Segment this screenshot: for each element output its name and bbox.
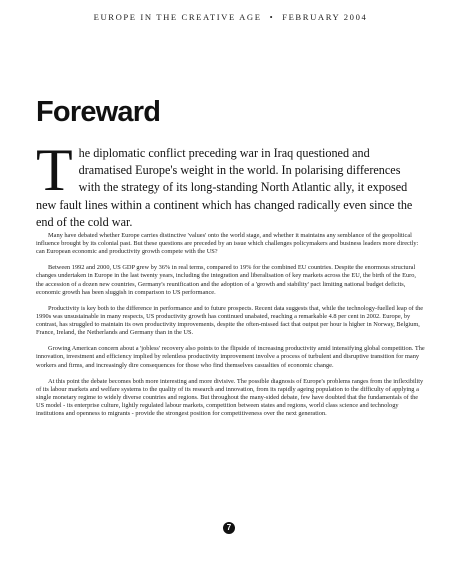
- drop-cap: T: [36, 137, 73, 203]
- lead-paragraph: [36, 137, 425, 231]
- page-title: Foreward: [36, 96, 161, 128]
- body-paragraph: At this point the debate becomes both more interesting and more divisive. The possible diagnosis of Europe's problems ranges from the inflexibility of its labour markets and welfare systems to the quality of its research and innovation, from its rapidly ageing population to the difficulty of applying a single monetary regime to widely diverse countries and regions. But throughout the many-sided debate, few have doubted that the fundamentals of the US model - its enterprise culture, lightly regulated labour markets, competition between states and regions, world class science and technology institutions and openness to migrants - provide the strongest position for competitiveness over the next generation.: [36, 377, 424, 418]
- publication-title: EUROPE IN THE CREATIVE AGE: [93, 12, 262, 22]
- publication-date: FEBRUARY 2004: [282, 12, 368, 22]
- body-text: [36, 232, 425, 426]
- body-paragraph: Between 1992 and 2000, US GDP grew by 36% in real terms, compared to 19% for the combined EU countries. Despite the enormous structural changes undertaken in Europe in the last twenty years, including the integration and liberalisation of key markets across the EU, the birth of the Euro, the accession of a dozen new countries, Germany's reunification and the adoption of a 'growth and stability' pact limiting national budget deficits, economic growth has been sluggish in comparison to US performance.: [36, 264, 416, 296]
- page-number-badge: 7: [223, 522, 235, 534]
- body-paragraph: Growing American concern about a 'jobless' recovery also points to the flipside of increasing productivity amid intensifying global competition. The innovation, investment and efficiency implied by relentless productivity improvement involve a process of turbulent and disruptive transition for many workers and firms, and increasingly dire consequences for those who find themselves casualties of economic change.: [36, 345, 425, 369]
- lead-text: he diplomatic conflict preceding war in Iraq questioned and dramatised Europe's weight in the world. In polarising differences with the strategy of its long-standing North Atlantic ally, it exposed new fault lines within a continent which has changed radically even since the end of the cold war.: [36, 146, 413, 229]
- body-paragraph: Many have debated whether Europe carries distinctive 'values' onto the world stage, and whether it maintains any semblance of the geopolitical influence brought by its colonial past. But these questions are preceded by an issue which challenges policymakers and business leaders more directly: can European economic and productivity growth compete with the US?: [36, 232, 419, 256]
- body-paragraph: Productivity is key both to the difference in performance and to future prospects. Recent data suggests that, while the technology-fuelled leap of the 1990s was unsustainable in many respects, US productivity growth has continued unabated, reaching a remarkable 4.8 per cent in 2002. Europe, by contrast, has struggled to maintain its own productivity improvements, despite the often-missed fact that output per hour is higher in Norway, Belgium, France, Ireland, the Netherlands and Germany than in the US.: [36, 304, 424, 337]
- header-separator: •: [269, 12, 275, 22]
- running-header: [0, 12, 461, 22]
